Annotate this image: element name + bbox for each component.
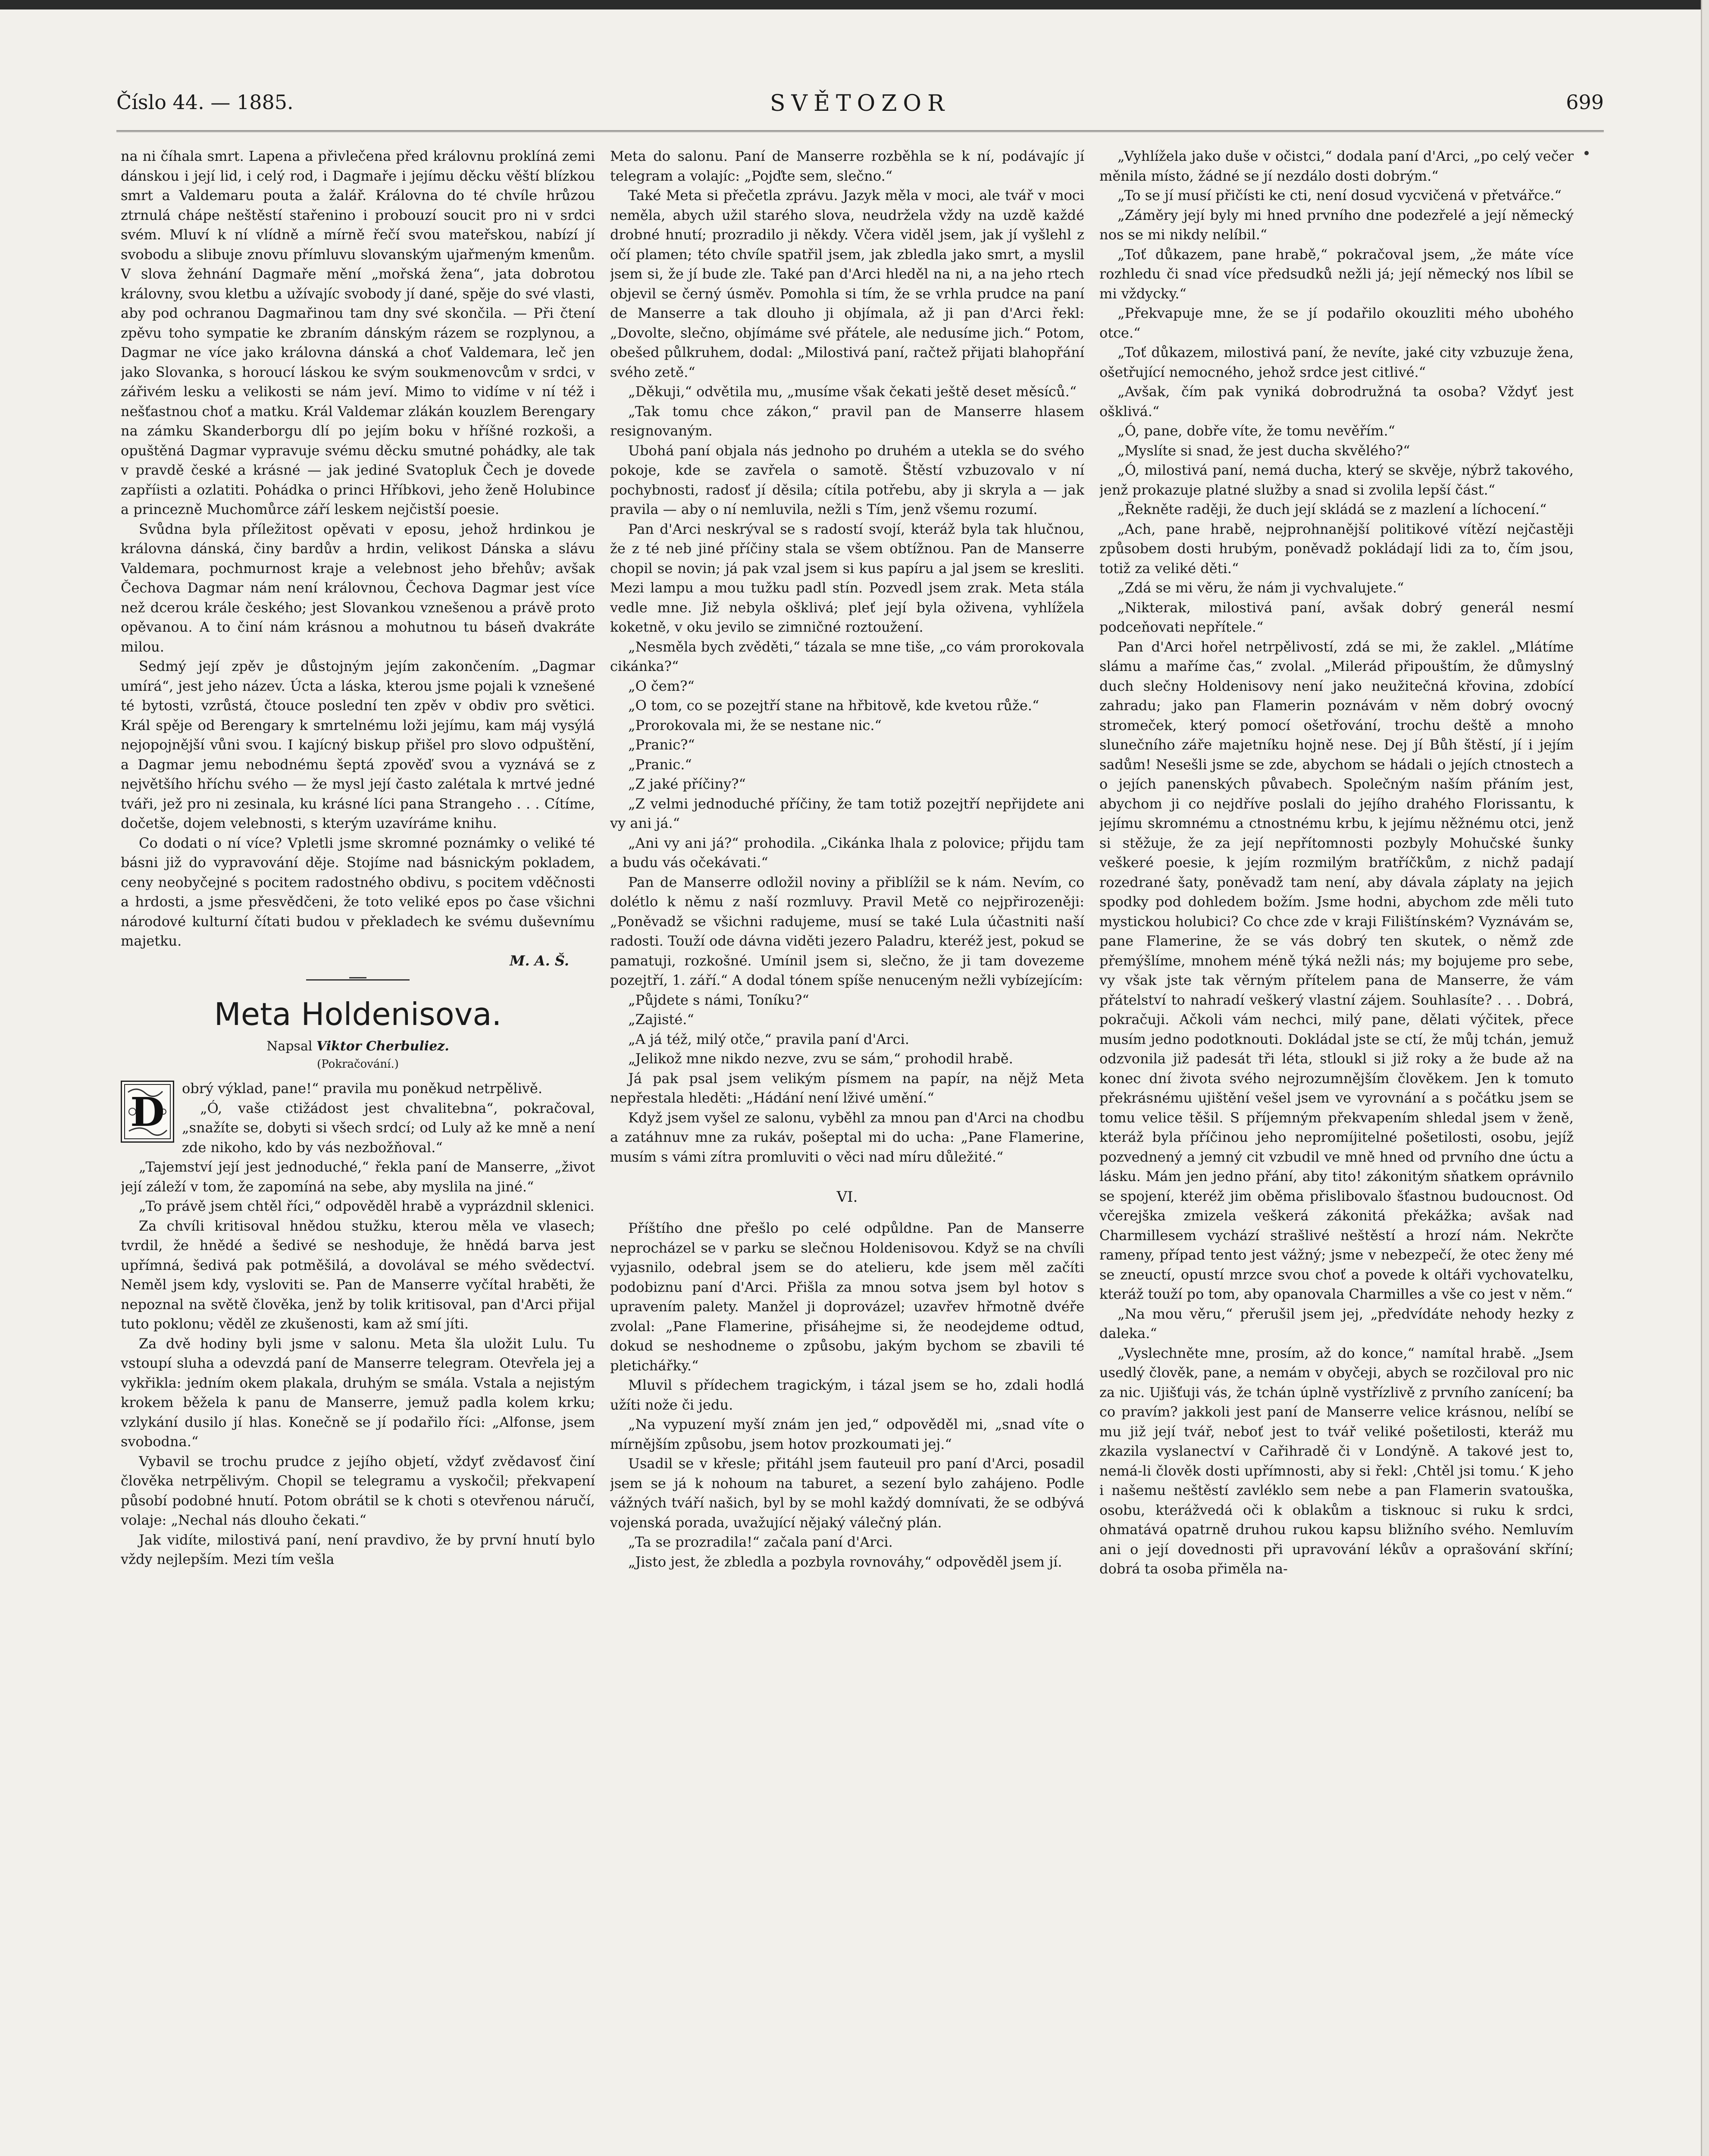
story-paragraph: Když jsem vyšel ze salonu, vyběhl za mnou pan d'Arci na chodbu a zatáhnuv mne za rukáv, pošeptal mi do ucha: „Pane Flamerine, musím s vámi zítra promluviti o věci nad míru důležité.“ (610, 1109, 1084, 1165)
story-paragraph: „Prorokovala mi, že se nestane nic.“ (628, 717, 882, 733)
chapter-heading: VI. (836, 1188, 858, 1206)
story-title: Meta Holdenisova. (214, 996, 502, 1032)
story-paragraph: „Ta se prozradila!“ začala paní d'Arci. (628, 1534, 893, 1550)
story-paragraph: „Zdá se mi věru, že nám ji vychvalujete.“ (1117, 580, 1404, 596)
review-paragraph: na ni číhala smrt. Lapena a přivlečena před královnu proklíná zemi dánskou i její lid, i celý rod, i Dagmaře i jejímu děcku věští blízkou smrt a Valdemaru pouta a žalář. Královna do té chvíle hrůzou ztrnulá chápe neštěstí stařenino i probouzí soucit pro ni v srdci svém. Mluví k ní vlídně a mírně řečí svou mateřskou, nabízí jí svobodu a slibuje znovu přímluvu slovanským ujařmeným kmenům. V slova žehnání Dagmaře mění „mořská žena“, jata dobrotou královny, svou kletbu a užívajíc svobody jí dané, spěje do své vlasti, aby pod ochranou Dagmařinou tam dny své skončila. — Při čtení zpěvu toho sympatie ke zbraním dánským rázem se rozplynou, a Dagmar ne více jako královna dánská a choť Valdemara, leč jen jako Slovanka, s horoucí láskou ke svým soukmenovcům v srdci, v zářivém lesku a velikosti se nám jeví. Mimo to vidíme v ní též i nešťastnou choť a matku. Král Valdemar zlákán kouzlem Berengary na zámku Skanderborgu dlí po jejím boku v hříšné rozkoši, a opuštěná Dagmar vypravuje svému děcku smutné pohádky, ale tak v pravdě české a krásné — jak jediné Svatopluk Čech je dovede zapříisti a ozlatiti. Pohádka o princi Hříbkovi, jeho ženě Holubince a princezně Muchomůrce září leskem nejčistší poesie. (121, 148, 595, 517)
issue-number: Číslo 44. — 1885. (116, 91, 294, 114)
story-paragraph: Jak vidíte, milostivá paní, není pravdivo, že by první hnutí bylo vždy nejlepším. Mezi tím vešla (121, 1531, 595, 1567)
continued-note: (Pokračování.) (317, 1058, 399, 1071)
byline-prefix: Napsal (266, 1039, 313, 1054)
story-paragraph: „Toť důkazem, milostivá paní, že nevíte, jaké city vzbuzuje žena, ošetřující nemocného, jehož srdce jest citlivé.“ (1099, 344, 1574, 380)
story-paragraph: Mluvil s přídechem tragickým, i tázal jsem se ho, zdali hodlá užíti nože či jedu. (610, 1377, 1084, 1413)
header-rule (116, 130, 1604, 132)
story-paragraph: „Záměry její byly mi hned prvního dne podezřelé a její německý nos se mi nikdy nelíbil.“ (1099, 207, 1574, 243)
story-paragraph: „Děkuji,“ odvětila mu, „musíme však čekati ještě deset měsíců.“ (628, 383, 1077, 400)
story-paragraph: „Jisto jest, že zbledla a pozbyla rovnováhy,“ odpověděl jsem jí. (628, 1553, 1062, 1570)
ornament-icon (124, 1084, 171, 1140)
story-paragraph: „Avšak, čím pak vyniká dobrodružná ta osoba? Vždyť jest ošklivá.“ (1099, 383, 1574, 420)
story-paragraph: Usadil se v křesle; přitáhl jsem fauteuil pro paní d'Arci, posadil jsem se já k nohoum na taburet, a sezení bylo zahájeno. Podle vážných tváří našich, byl by se mohl každý domnívati, že se odbývá vojenská porada, uvažující nějaký válečný plán. (610, 1455, 1084, 1531)
story-paragraph: Meta do salonu. Paní de Manserre rozběhla se k ní, podávajíc jí telegram a volajíc: „Pojďte sem, slečno.“ (610, 148, 1084, 184)
story-paragraph: „Ó, milostivá paní, nemá ducha, který se skvěje, nýbrž takového, jenž prokazuje platné služby a snad si zvolila lepší část.“ (1099, 462, 1574, 498)
review-paragraph: Svůdna byla příležitost opěvati v eposu, jehož hrdinkou je královna dánská, činy bardův a hrdin, velikost Dánska a slávu Valdemara, pochmurnost kraje a velebnost jeho břehův; avšak Čechova Dagmar nám není královnou, Čechova Dagmar jest více než dcerou krále českého; jest Slovankou vznešenou a právě proto opěvanou. A to činí nám krásnou a mohutnou tu báseň dvakráte milou. (121, 520, 595, 655)
review-paragraph: Co dodati o ní více? Vpletli jsme skromné poznámky o veliké té básni již do vypravování děje. Stojíme nad básnickým pokladem, ceny neobyčejné s pocitem radostného obdivu, s pocitem vděčnosti a hrdosti, a jsme přesvědčeni, že toto veliké epos po čase všichni národové kulturní čítati budou v překladech ke svému duševnímu majetku. (121, 834, 595, 949)
story-paragraph: „Z jaké příčiny?“ (628, 776, 746, 792)
section-divider (306, 979, 410, 981)
margin-speck (1584, 151, 1589, 155)
story-paragraph: Vybavil se trochu prudce z jejího objetí, vždyť zvědavosť činí člověka netrpělivým. Chopil se telegramu a vyskočil; překvapení působí podobné hnutí. Potom obrátil se k choti s otevřenou náručí, volaje: „Nechal nás dlouho čekati.“ (121, 1453, 595, 1528)
story-paragraph: „Překvapuje mne, že se jí podařilo okouzliti mého ubohého otce.“ (1099, 305, 1574, 341)
story-paragraph: Já pak psal jsem velikým písmem na papír, na nějž Meta nepřestala hleděti: „Hádání není lživé umění.“ (610, 1070, 1084, 1106)
story-paragraph: Pan de Manserre odložil noviny a přiblížil se k nám. Nevím, co dolétlo k němu z naší rozmluvy. Pravil Metě co nejpřirozeněji: „Poněvadž se všichni radujeme, musí se také Lula účastniti naší radosti. Touží ode dávna viděti jezero Paladru, kteréž jest, pokud se pamatuji, rozkošné. Umínil jsem si, slečno, že ji tam dovezeme pozejtří, 1. září.“ A dodal tónem spíše nenuceným nežli vybízejícím: (610, 874, 1084, 988)
story-paragraph: „Jelikož mne nikdo nezve, zvu se sám,“ prohodil hrabě. (628, 1050, 1013, 1067)
story-paragraph: Také Meta si přečetla zprávu. Jazyk měla v moci, ale tvář v moci neměla, abych užil starého slova, neudržela vždy na uzdě každé drobné hnutí; prozradilo ji někdy. Včera viděl jsem, jak jí vyšlehl z očí plamen; této chvíle spatřil jsem, jak zbledla jako smrt, a myslil jsem si, že jí bude zle. Také pan d'Arci hleděl na ni, a na jeho rtech objevil se černý úsměv. Pomohla si tím, že se vrhla prudce na paní de Manserre a tak dlouho ji objímala, až ji pan d'Arci řekl: „Dovolte, slečno, objímáme své přátele, ale nedusíme jich.“ Potom, obešed půlkruhem, dodal: „Milostivá paní, račtež přijati blahopřání svého zetě.“ (610, 187, 1084, 380)
story-byline (121, 1037, 595, 1056)
story-paragraph: „Ó, pane, dobře víte, že tomu nevěřím.“ (1117, 423, 1396, 439)
story-paragraph: Za chvíli kritisoval hnědou stužku, kterou měla ve vlasech; tvrdil, že hnědé a šedivé se neshoduje, že hnědá barva jest upřímná, šedivá pak potměšilá, a dovolával se mého svědectví. Neměl jsem kdy, vysloviti se. Pan de Manserre vyčítal hraběti, že nepoznal na světě člověka, jenž by tolik kritisoval, pan d'Arci přijal tuto poklonu; věděl ze zkušenosti, kam až smí jíti. (121, 1217, 595, 1332)
story-paragraph: „Vyslechněte mne, prosím, až do konce,“ namítal hrabě. „Jsem usedlý člověk, pane, a nemám v obyčeji, abych se rozčiloval pro nic za nic. Ujišťuji vás, že tchán úplně vystřízlivě z prvního zanícení; ba co pravím? jakkoli jest paní de Manserre velice krásnou, nelíbí se mu již její tvář, neboť jest to tvář veliké pošetilosti, kteráž mu zkazila vyslanectví v Cařihradě či v Londýně. A takové jest to, nemá-li člověk dosti upřímnosti, aby si řekl: ‚Chtěl jsi tomu.‘ K jeho i našemu neštěstí zavléklo sem nebe a pan Flamerin svatouška, osobu, kterážvedá oči k oblakům a tisknouc si ruku k srdci, ohmatává opatrně druhou rukou kapsu bližního svého. Nemluvím ani o její dovednosti při upravování lékův a oprašování skříní; dobrá ta osoba přiměla na- (1099, 1344, 1574, 1577)
story-paragraph: „A já též, milý otče,“ pravila paní d'Arci. (628, 1031, 910, 1047)
column-3 (1099, 147, 1574, 2156)
story-author: Viktor Cherbuliez. (316, 1039, 449, 1054)
dropcap-letter: D (130, 1089, 165, 1135)
story-paragraph: „Myslíte si snad, že jest ducha skvělého?“ (1117, 442, 1410, 459)
story-paragraph: „Ani vy ani já?“ prohodila. „Cikánka lhala z polovice; přijdu tam a budu vás očekávati.“ (610, 834, 1084, 871)
story-paragraph: „To právě jsem chtěl říci,“ odpověděl hrabě a vyprázdnil sklenici. (139, 1198, 595, 1214)
ornamental-initial (121, 1081, 174, 1143)
story-paragraph: „Zajisté.“ (628, 1011, 694, 1028)
story-paragraph: „To se jí musí přičísti ke cti, není dosud vycvičená v přetvářce.“ (1117, 187, 1562, 204)
page-number: 699 (1566, 91, 1604, 114)
story-paragraph: „Na mou věru,“ přerušil jsem jej, „předvídáte nehody hezky z daleka.“ (1099, 1305, 1574, 1341)
story-paragraph: „Ó, vaše ctižádost jest chvalitebna“, pokračoval, „snažíte se, dobyti si všech srdcí; od Luly až ke mně a není zde nikoho, kdo by vás nezbožňoval.“ (182, 1100, 595, 1156)
story-paragraph: „Nesměla bych zvěděti,“ tázala se mne tiše, „co vám prorokovala cikánka?“ (610, 638, 1084, 674)
story-paragraph: „Tak tomu chce zákon,“ pravil pan de Manserre hlasem resignovaným. (610, 403, 1084, 439)
story-paragraph: „Ach, pane hrabě, nejprohnanější politikové vítězí nejčastěji způsobem dosti hrubým, poněvadž pokládají lidi za to, čím jsou, totiž za veliké děti.“ (1099, 520, 1574, 577)
review-paragraph: Sedmý její zpěv je důstojným jejím zakončením. „Dagmar umírá“, jest jeho název. Úcta a láska, kterou jsme pojali k vznešené té bytosti, vzrůstá, čtouce poslední ten zpěv v obdiv pro světici. Král spěje od Berengary k smrtelnému loži jejímu, kam máj vysýlá nejopojnější vůni svou. I kajícný biskup přišel pro slovo odpuštění, a Dagmar jemu nebodnému šeptá zpověď svou a vyznává se z největšího hříchu svého — že mysl její často zalétala k mrtvé jedné tváři, jež pro ni zesinala, ku krásné líci pana Strangeho . . . Cítíme, dočetše, dojem velebnosti, s kterým uzavíráme knihu. (121, 658, 595, 831)
story-paragraph: „Pranic.“ (628, 756, 692, 773)
story-opening: obrý výklad, pane!“ pravila mu poněkud netrpělivě. (182, 1080, 542, 1097)
story-paragraph: „Půjdete s námi, Toníku?“ (628, 991, 809, 1008)
page-header (116, 91, 1604, 121)
journal-title: SVĚTOZOR (770, 91, 951, 116)
story-paragraph: Příštího dne přešlo po celé odpůldne. Pan de Manserre neprocházel se v parku se slečnou Holdenisovou. Když se na chvíli vyjasnilo, odebral jsem se do atelieru, kde jsem měl začíti podobiznu paní d'Arci. Přišla za mnou sotva jsem byl hotov s upravením palety. Manžel ji doprovázel; uzavřev hřmotně dvéře zvolal: „Pane Flamerine, přisáhejme si, že neodejdeme odtud, dokud se neshodneme o způsobu, jakým bychom se zbavili té pletichářky.“ (610, 1220, 1084, 1374)
story-paragraph: „Řekněte raději, že duch její skládá se z mazlení a líchocení.“ (1117, 501, 1547, 517)
story-paragraph: „Z velmi jednoduché příčiny, že tam totiž pozejtří nepřijdete ani vy ani já.“ (610, 795, 1084, 831)
story-paragraph: „Toť důkazem, pane hrabě,“ pokračoval jsem, „že máte více rozhledu či snad více předsudků nežli já; její německý nos líbil se mi vždycky.“ (1099, 246, 1574, 302)
story-paragraph: „Pranic?“ (628, 736, 695, 753)
story-paragraph: Ubohá paní objala nás jednoho po druhém a utekla se do svého pokoje, kde se zavřela o samotě. Štěstí vzbuzovalo v ní pochybnosti, radosť jí děsila; cítila potřebu, aby ji skryla a — jak pravila — aby o ní nemluvila, nežli s Tím, jenž všemu rozumí. (610, 442, 1084, 517)
story-paragraph: „Nikterak, milostivá paní, avšak dobrý generál nesmí podceňovati nepřítele.“ (1099, 599, 1574, 635)
story-paragraph: Za dvě hodiny byli jsme v salonu. Meta šla uložit Lulu. Tu vstoupí sluha a odevzdá paní de Manserre telegram. Otevřela jej a vykřikla: jedním okem plakala, druhým se smála. Vstala a nejistým krokem běžela k panu de Manserre, jemuž padla kolem krku; vzlykání dusilo jí hlas. Konečně se jí podařilo říci: „Alfonse, jsem svobodna.“ (121, 1335, 595, 1450)
story-paragraph: „Na vypuzení myší znám jen jed,“ odpověděl mi, „snad víte o mírnějším způsobu, jsem hotov prozkoumati jej.“ (610, 1416, 1084, 1452)
column-2 (610, 147, 1084, 2156)
column-1 (121, 147, 595, 2156)
story-paragraph: „Tajemství její jest jednoduché,“ řekla paní de Manserre, „život její záleží v tom, že zapomíná na sebe, aby myslila na jiné.“ (121, 1159, 595, 1195)
scan-edge-right (1701, 0, 1709, 2156)
story-paragraph: „O tom, co se pozejtří stane na hřbitově, kde kvetou růže.“ (628, 697, 1039, 714)
story-paragraph: Pan d'Arci hořel netrpělivostí, zdá se mi, že zaklel. „Mlátíme slámu a maříme čas,“ zvolal. „Milerád připouštím, že důmyslný duch slečny Holdenisovy není jako neužitečná křovina, zdobící zahradu; jako pan Flamerin poznávám v něm dobrý ovocný stromeček, který pomocí ošetřování, trochu deště a mnoho slunečního záře majetníku hojně nese. Dej jí Bůh štěstí, jí i jejím sadům! Nesešli jsme se zde, abychom se hádali o jejích ctnostech a o jejích panenských půvabech. Společným naším přáním jest, abychom ji co nejdříve poslali do jejího drahého Florissantu, k jejímu skromnému a ctnostnému krbu, k jejímu něžnému otci, jenž si stěžuje, že za její nepřítomnosti pozbyly Mohučské šunky veškeré poesie, k jejím rozmilým bratříčkům, z nichž padají rozedrané šaty, poněvadž tam není, aby dávala záplaty na jejich spodky pod dohledem božím. Jsme hodni, abychom zde měli tuto mystickou holubici? Co chce zde v kraji Filištínském? Vyznávám se, pane Flamerine, že se vás dobrý ten skutek, o němž zde přemýšlíme, mnohem méně týká nežli nás; my bojujeme pro sebe, vy však jste tak věrným přítelem pana de Manserre, že vám přátelství to nahradí veškerý vlastní zájem. Souhlasíte? . . . Dobrá, pokračuji. Ačkoli vám nechci, milý pane, dělati výčitek, přece musím jedno podotknouti. Dokládal jste se ctí, že můj tchán, jemuž odzvonila již padesát tři léta, stloukl si již roky a že bude až na konec dní života svého nejrozumnějším člověkem. Jen k tomuto překrásnému ujištění vešel jsem ve vyrovnání a s počátku jsem se tomu velice těšil. S příjemným překvapením shledal jsem v ženě, kteráž byla příčinou jeho nepromíjitelné pošetilosti, osobu, jejíž pozvednený a jemný cit vzbudil ve mně hned od prvního dne úctu a lásku. Mám jen jedno přání, aby tito! zákonitým sňatkem oprávnilo se spojení, kteréž jim oběma přislibovalo šťastnou budoucnost. Od včerejška zmizela veškerá zákonitá překážka; avšak nad Charmillesem vychází strašlivé neštěstí a hrozí nám. Nekrčte rameny, případ tento jest vážný; jsme v nebezpečí, že otec ženy mé se zneuctí, opustí mrzce svou choť a povede k oltáři vychovatelku, kteráž touží po tom, aby opanovala Charmilles a vše co jest v něm.“ (1099, 638, 1574, 1302)
review-signature: M. A. Š. (510, 952, 569, 969)
story-paragraph: „O čem?“ (628, 677, 695, 694)
story-paragraph: Pan d'Arci neskrýval se s radostí svojí, kteráž byla tak hlučnou, že z té neb jiné příčiny stala se všem obtížnou. Pan de Manserre chopil se novin; já pak vzal jsem si kus papíru a jal jsem se kresliti. Mezi lampu a mou tužku padl stín. Pozvedl jsem zrak. Meta stála vedle mne. Již nebyla ošklivá; pleť její byla oživena, vyhlížela koketně, v oku jevilo se zimničné roztoužení. (610, 520, 1084, 635)
story-paragraph: „Vyhlížela jako duše v očistci,“ dodala paní d'Arci, „po celý večer měnila místo, žádné se jí nezdálo dosti dobrým.“ (1099, 148, 1574, 184)
scan-edge-top (0, 0, 1709, 9)
